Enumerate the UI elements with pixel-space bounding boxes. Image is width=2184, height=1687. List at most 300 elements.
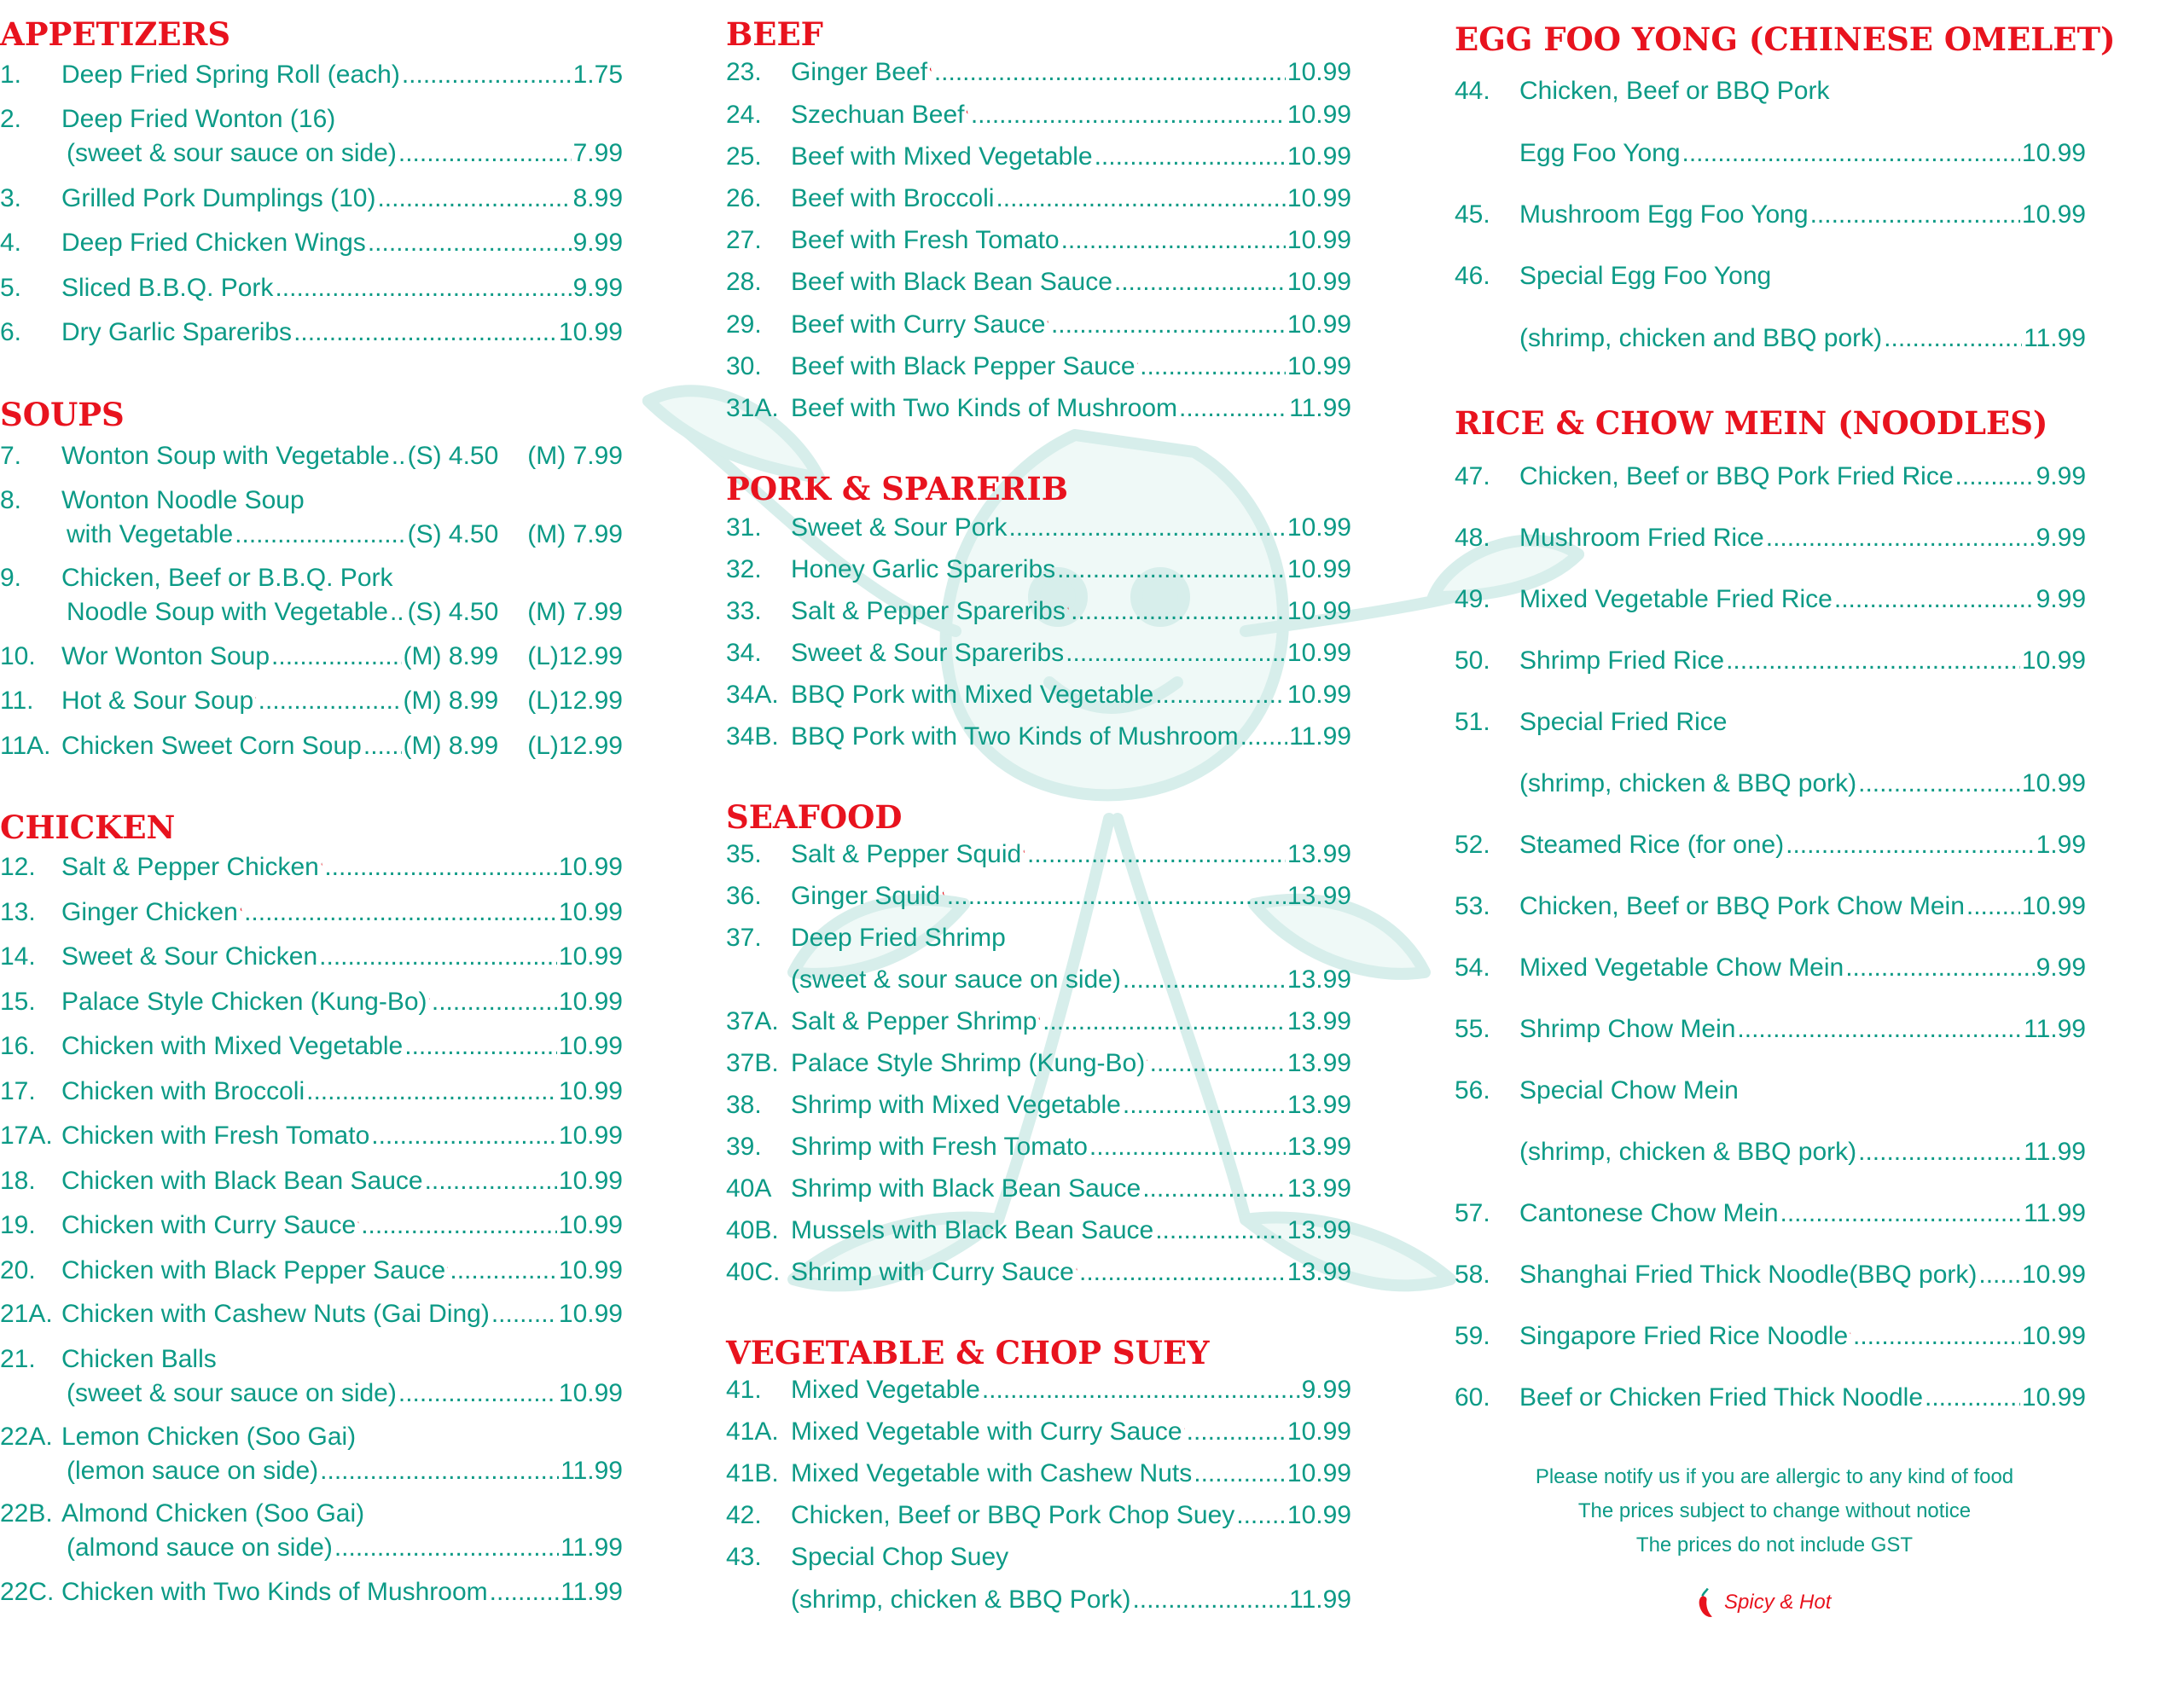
menu-item	[1455, 259, 2086, 293]
item-price: 10.99	[1287, 101, 1351, 129]
item-number: 32.	[726, 555, 762, 583]
item-price: 11.99	[1289, 1586, 1351, 1614]
item-description: (sweet & sour sauce on side)	[67, 1379, 397, 1407]
item-name: Shrimp Chow Mein	[1519, 1015, 1736, 1043]
menu-item	[0, 1075, 623, 1109]
item-name: Singapore Fried Rice Noodle	[1519, 1322, 1849, 1350]
item-price: 10.99	[1287, 597, 1351, 625]
dot-leader	[361, 1209, 557, 1243]
chili-pepper-icon	[1047, 310, 1049, 333]
item-price: 10.99	[1287, 681, 1351, 709]
dot-leader	[275, 271, 571, 305]
menu-item	[0, 1575, 623, 1609]
item-number: 15.	[0, 988, 36, 1016]
dot-leader	[1071, 594, 1286, 629]
item-name: Special Fried Rice	[1519, 708, 1728, 736]
item-price: 11.99	[2024, 1138, 2086, 1166]
chili-pepper-icon	[255, 687, 257, 709]
item-price: 13.99	[1287, 1258, 1351, 1286]
item-name: Chicken, Beef or BBQ Pork	[1519, 77, 1830, 105]
item-price: 10.99	[558, 1077, 623, 1105]
item-name: Dry Garlic Spareribs	[61, 318, 293, 346]
menu-item	[726, 594, 1351, 629]
menu-item	[0, 1342, 623, 1377]
item-name: Special Chow Mein	[1519, 1076, 1739, 1104]
item-price: (S) 4.50	[407, 598, 499, 626]
menu-item	[726, 55, 1351, 90]
item-price-large: (M) 7.99	[527, 442, 623, 470]
dot-leader	[491, 1297, 557, 1331]
dot-leader	[271, 640, 402, 674]
item-price-large: (L)12.99	[527, 642, 623, 670]
item-price: 10.99	[558, 1256, 623, 1284]
menu-item	[0, 684, 623, 718]
item-name: Sweet & Sour Spareribs	[791, 639, 1065, 667]
menu-item	[0, 1119, 623, 1153]
item-name: Shanghai Fried Thick Noodle(BBQ pork)	[1519, 1261, 1978, 1289]
menu-item	[0, 940, 623, 974]
dot-leader	[1786, 828, 2034, 862]
menu-item	[0, 1029, 623, 1064]
dot-leader	[244, 896, 557, 930]
item-description: (shrimp, chicken & BBQ pork)	[1519, 769, 1857, 797]
menu-item	[0, 561, 623, 595]
menu-item	[726, 140, 1351, 174]
item-price: (S) 4.50	[407, 442, 499, 470]
item-number: 22C.	[0, 1578, 55, 1606]
item-number: 40B.	[726, 1216, 779, 1244]
menu-item	[0, 226, 623, 260]
item-number: 57.	[1455, 1199, 1490, 1227]
item-number: 1.	[0, 61, 22, 89]
dot-leader	[1966, 890, 2020, 924]
dot-leader	[402, 58, 572, 92]
item-price: (S) 4.50	[407, 520, 499, 548]
item-price: 13.99	[1287, 882, 1351, 910]
item-number: 6.	[0, 318, 22, 346]
menu-item	[726, 1005, 1351, 1039]
notes	[1467, 1460, 2082, 1562]
item-price: (M) 8.99	[403, 732, 499, 760]
item-price: 10.99	[1287, 1417, 1351, 1446]
menu-item	[0, 850, 623, 884]
item-number: 55.	[1455, 1015, 1490, 1043]
item-name: Deep Fried Chicken Wings	[61, 229, 366, 257]
item-number: 28.	[726, 268, 762, 296]
item-number: 2.	[0, 105, 22, 133]
item-name: Salt & Pepper Spareribs	[791, 597, 1066, 625]
dot-leader	[371, 1119, 557, 1153]
chili-pepper-icon	[942, 882, 945, 904]
item-price: 11.99	[561, 1533, 623, 1562]
item-number: 37A.	[726, 1007, 779, 1035]
menu-item	[0, 1497, 623, 1531]
dot-leader	[971, 98, 1286, 132]
item-price: 11.99	[2024, 1015, 2086, 1043]
item-name: Deep Fried Wonton (16)	[61, 105, 336, 133]
item-name: Chicken Sweet Corn Soup	[61, 732, 362, 760]
item-price: 11.99	[561, 1457, 623, 1485]
item-number: 60.	[1455, 1383, 1490, 1412]
dot-leader	[1123, 1088, 1286, 1122]
item-name: Chicken, Beef or B.B.Q. Pork	[61, 564, 393, 592]
item-price: 10.99	[558, 318, 623, 346]
item-number: 30.	[726, 352, 762, 380]
item-name: Almond Chicken (Soo Gai)	[61, 1499, 365, 1528]
item-number: 41B.	[726, 1459, 779, 1487]
item-name: Beef with Fresh Tomato	[791, 226, 1060, 254]
dot-leader	[1187, 1415, 1286, 1449]
item-name: Sliced B.B.Q. Pork	[61, 274, 274, 302]
item-price: 10.99	[558, 942, 623, 971]
item-name: Mixed Vegetable with Cashew Nuts	[791, 1459, 1193, 1487]
item-name: Beef with Mixed Vegetable	[791, 142, 1093, 171]
item-number: 34A.	[726, 681, 779, 709]
item-name: Shrimp Fried Rice	[1519, 646, 1725, 675]
dot-leader	[1061, 223, 1286, 258]
menu-item	[726, 553, 1351, 587]
item-number: 52.	[1455, 831, 1490, 859]
item-number: 38.	[726, 1091, 762, 1119]
menu-item-detail	[0, 518, 623, 552]
dot-leader	[947, 879, 1286, 913]
menu-item	[726, 921, 1351, 955]
dot-leader	[363, 729, 402, 763]
dot-leader	[334, 1531, 559, 1565]
item-price: 9.99	[2036, 524, 2086, 552]
item-name: Beef with Curry Sauce	[791, 310, 1046, 339]
item-price: 13.99	[1287, 1216, 1351, 1244]
dot-leader	[1845, 951, 2034, 985]
item-name: Shrimp with Fresh Tomato	[791, 1133, 1088, 1161]
item-number: 50.	[1455, 646, 1490, 675]
item-price: 1.99	[2036, 831, 2086, 859]
item-price: 10.99	[558, 1379, 623, 1407]
item-number: 48.	[1455, 524, 1490, 552]
section-heading: EGG FOO YONG (CHINESE OMELET)	[1455, 20, 2116, 58]
item-price: 10.99	[1287, 184, 1351, 212]
dot-leader	[982, 1373, 1300, 1407]
item-name: Chicken, Beef or BBQ Pork Chop Suey	[791, 1501, 1235, 1529]
item-name: Beef with Two Kinds of Mushroom	[791, 394, 1177, 422]
menu-item	[0, 271, 623, 305]
item-name: Palace Style Chicken (Kung-Bo)	[61, 988, 427, 1016]
dot-leader	[1150, 1046, 1286, 1081]
item-number: 22B.	[0, 1499, 53, 1528]
item-price: 10.99	[558, 988, 623, 1016]
item-name: Salt & Pepper Chicken	[61, 853, 319, 881]
menu-item	[726, 511, 1351, 545]
menu-item-detail	[726, 1583, 1351, 1617]
item-price-large: (M) 7.99	[527, 598, 623, 626]
chili-pepper-icon	[357, 1211, 359, 1233]
item-name: Chicken with Mixed Vegetable	[61, 1032, 404, 1060]
item-number: 21A.	[0, 1300, 53, 1328]
item-number: 34.	[726, 639, 762, 667]
menu-item	[726, 308, 1351, 342]
menu-item-detail	[1455, 322, 2086, 356]
item-description: (shrimp, chicken & BBQ Pork)	[791, 1586, 1131, 1614]
chili-pepper-icon	[1076, 1258, 1077, 1280]
menu-item	[726, 678, 1351, 712]
item-name: Ginger Squid	[791, 882, 941, 910]
menu-item	[726, 720, 1351, 754]
item-name: Special Chop Suey	[791, 1543, 1009, 1571]
section-heading: SEAFOOD	[726, 798, 903, 836]
item-number: 14.	[0, 942, 36, 971]
item-price: 11.99	[2024, 1199, 2086, 1227]
item-description: (sweet & sour sauce on side)	[67, 139, 397, 167]
menu-item-detail	[0, 1454, 623, 1488]
item-price: 10.99	[558, 1211, 623, 1239]
dot-leader	[1810, 198, 2020, 232]
menu-item	[726, 1214, 1351, 1248]
menu-item	[726, 1088, 1351, 1122]
section-heading: CHICKEN	[0, 809, 176, 846]
menu-item	[726, 98, 1351, 132]
menu-item	[726, 350, 1351, 384]
menu-item	[1455, 1197, 2086, 1231]
item-price: 10.99	[1287, 1459, 1351, 1487]
dot-leader	[293, 316, 557, 350]
item-price: 10.99	[1287, 310, 1351, 339]
item-price-large: (L)12.99	[527, 732, 623, 760]
item-price: 10.99	[1287, 639, 1351, 667]
dot-leader	[392, 439, 406, 473]
dot-leader	[398, 136, 572, 171]
item-number: 36.	[726, 882, 762, 910]
item-name: Mixed Vegetable	[791, 1376, 980, 1404]
chili-pepper-icon	[321, 853, 322, 875]
item-number: 35.	[726, 840, 762, 868]
dot-leader	[1008, 511, 1285, 545]
item-number: 41A.	[726, 1417, 779, 1446]
dot-leader	[404, 1029, 557, 1064]
menu-item	[1455, 705, 2086, 739]
item-number: 29.	[726, 310, 762, 339]
item-price: 9.99	[2036, 462, 2086, 490]
item-name: Chicken with Black Bean Sauce	[61, 1167, 423, 1195]
item-price: 10.99	[558, 1300, 623, 1328]
menu-item	[726, 1540, 1351, 1574]
item-price: 9.99	[2036, 954, 2086, 982]
item-price: 10.99	[1287, 226, 1351, 254]
item-number: 40C.	[726, 1258, 781, 1286]
menu-item	[0, 316, 623, 350]
menu-item	[1455, 460, 2086, 494]
item-description: (shrimp, chicken & BBQ pork)	[1519, 1138, 1857, 1166]
section-heading: BEEF	[726, 15, 823, 53]
item-name: Mixed Vegetable Fried Rice	[1519, 585, 1833, 613]
item-name: Wonton Noodle Soup	[61, 486, 305, 514]
item-name: Shrimp with Curry Sauce	[791, 1258, 1074, 1286]
dot-leader	[1858, 767, 2020, 801]
item-price: 10.99	[2021, 1261, 2086, 1289]
item-number: 33.	[726, 597, 762, 625]
item-number: 44.	[1455, 77, 1490, 105]
item-price: 10.99	[2021, 646, 2086, 675]
menu-item-detail	[726, 963, 1351, 997]
item-name: Szechuan Beef	[791, 101, 965, 129]
item-price: 11.99	[2024, 324, 2086, 352]
dot-leader	[319, 940, 557, 974]
item-price: 10.99	[558, 1122, 623, 1150]
chili-pepper-icon	[966, 101, 968, 123]
item-number: 27.	[726, 226, 762, 254]
dot-leader	[1140, 350, 1286, 384]
menu-item	[1455, 1012, 2086, 1046]
item-description: (almond sauce on side)	[67, 1533, 333, 1562]
item-description: Noodle Soup with Vegetable	[67, 598, 388, 626]
menu-item-detail	[0, 1531, 623, 1565]
item-name: Chicken with Broccoli	[61, 1077, 305, 1105]
menu-item-detail	[0, 595, 623, 629]
item-name: Salt & Pepper Squid	[791, 840, 1022, 868]
chili-pepper-icon	[1184, 1417, 1185, 1440]
item-name: Beef with Broccoli	[791, 184, 995, 212]
item-price: 9.99	[572, 229, 623, 257]
item-name: Shrimp with Black Bean Sauce	[791, 1174, 1141, 1203]
item-name: BBQ Pork with Two Kinds of Mushroom	[791, 722, 1239, 751]
item-number: 47.	[1455, 462, 1490, 490]
item-name: Ginger Beef	[791, 58, 928, 86]
item-name: Mushroom Fried Rice	[1519, 524, 1764, 552]
menu-item	[0, 102, 623, 136]
menu-item	[0, 484, 623, 518]
dot-leader	[1780, 1197, 2023, 1231]
chili-pepper-icon	[240, 898, 242, 920]
menu-item	[0, 640, 623, 674]
item-number: 17.	[0, 1077, 36, 1105]
item-price: 10.99	[1287, 142, 1351, 171]
dot-leader	[450, 1254, 557, 1288]
item-number: 7.	[0, 442, 22, 470]
menu-item	[0, 1254, 623, 1288]
dot-leader	[425, 1164, 557, 1198]
dot-leader	[258, 684, 402, 718]
item-number: 26.	[726, 184, 762, 212]
item-description: (shrimp, chicken and BBQ pork)	[1519, 324, 1883, 352]
item-name: Mixed Vegetable with Curry Sauce	[791, 1417, 1182, 1446]
menu-item-detail	[0, 1377, 623, 1411]
chili-pepper-icon	[447, 1256, 448, 1278]
item-number: 11A.	[0, 732, 51, 760]
item-number: 4.	[0, 229, 22, 257]
item-number: 24.	[726, 101, 762, 129]
item-price: 13.99	[1287, 965, 1351, 994]
menu-item	[726, 182, 1351, 216]
item-price: 7.99	[572, 139, 623, 167]
dot-leader	[490, 1575, 559, 1609]
spicy-legend	[1692, 1586, 1831, 1619]
menu-item	[0, 985, 623, 1019]
menu-item	[1455, 521, 2086, 555]
item-price: 10.99	[558, 1032, 623, 1060]
dot-leader	[934, 55, 1286, 90]
dot-leader	[1114, 265, 1286, 299]
chili-pepper-icon	[1850, 1322, 1851, 1344]
item-number: 37B.	[726, 1049, 779, 1077]
item-price: 9.99	[572, 274, 623, 302]
item-number: 41.	[726, 1376, 762, 1404]
menu-item	[0, 729, 623, 763]
item-number: 37.	[726, 924, 762, 952]
menu-item	[0, 896, 623, 930]
dot-leader	[1682, 136, 2020, 171]
chili-pepper-icon	[1038, 1007, 1041, 1029]
item-name: Chicken Balls	[61, 1345, 217, 1373]
item-name: Lemon Chicken (Soo Gai)	[61, 1423, 357, 1451]
menu-item	[0, 439, 623, 473]
item-price: 13.99	[1287, 1174, 1351, 1203]
item-number: 19.	[0, 1211, 36, 1239]
dot-leader	[1051, 308, 1286, 342]
menu-item	[1455, 828, 2086, 862]
item-name: Chicken with Two Kinds of Mushroom	[61, 1578, 488, 1606]
item-number: 56.	[1455, 1076, 1490, 1104]
item-price: 9.99	[1301, 1376, 1351, 1404]
item-name: Cantonese Chow Mein	[1519, 1199, 1779, 1227]
item-name: Honey Garlic Spareribs	[791, 555, 1056, 583]
item-number: 31A.	[726, 394, 779, 422]
item-name: Mushroom Egg Foo Yong	[1519, 200, 1809, 229]
item-price: 10.99	[1287, 555, 1351, 583]
item-number: 39.	[726, 1133, 762, 1161]
menu-item	[1455, 1381, 2086, 1415]
item-price-large: (M) 7.99	[527, 520, 623, 548]
item-name: Wor Wonton Soup	[61, 642, 270, 670]
dot-leader	[1089, 1130, 1286, 1164]
item-price: 13.99	[1287, 1049, 1351, 1077]
menu-item	[1455, 198, 2086, 232]
menu-item	[726, 879, 1351, 913]
item-price: 11.99	[561, 1578, 623, 1606]
dot-leader	[1179, 391, 1287, 426]
allergy-note: Please notify us if you are allergic to any kind of food	[1535, 1465, 2014, 1488]
menu-item	[1455, 583, 2086, 617]
menu-item	[726, 636, 1351, 670]
menu-item	[726, 1255, 1351, 1290]
item-price: 10.99	[2021, 769, 2086, 797]
section-heading: RICE & CHOW MEIN (NOODLES)	[1455, 404, 2048, 442]
item-name: Special Egg Foo Yong	[1519, 262, 1772, 290]
item-name: Deep Fried Spring Roll (each)	[61, 61, 400, 89]
item-price: 11.99	[1289, 394, 1351, 422]
item-name: BBQ Pork with Mixed Vegetable	[791, 681, 1154, 709]
item-number: 20.	[0, 1256, 36, 1284]
menu-item	[0, 58, 623, 92]
item-name: Beef or Chicken Fried Thick Noodle	[1519, 1383, 1923, 1412]
dot-leader	[1925, 1381, 2020, 1415]
item-number: 49.	[1455, 585, 1490, 613]
dot-leader	[1057, 553, 1286, 587]
item-name: Steamed Rice (for one)	[1519, 831, 1785, 859]
item-number: 23.	[726, 58, 762, 86]
item-name: Hot & Sour Soup	[61, 687, 254, 715]
chili-pepper-icon	[1067, 597, 1069, 619]
item-number: 53.	[1455, 892, 1490, 920]
dot-leader	[1132, 1583, 1287, 1617]
chili-pepper-icon	[1137, 352, 1139, 374]
dot-leader	[996, 182, 1285, 216]
dot-leader	[1858, 1135, 2022, 1169]
item-description: (lemon sauce on side)	[67, 1457, 319, 1485]
item-number: 21.	[0, 1345, 36, 1373]
item-number: 46.	[1455, 262, 1490, 290]
dot-leader	[1079, 1255, 1286, 1290]
item-price-large: (L)12.99	[527, 687, 623, 715]
item-price: 13.99	[1287, 1091, 1351, 1119]
